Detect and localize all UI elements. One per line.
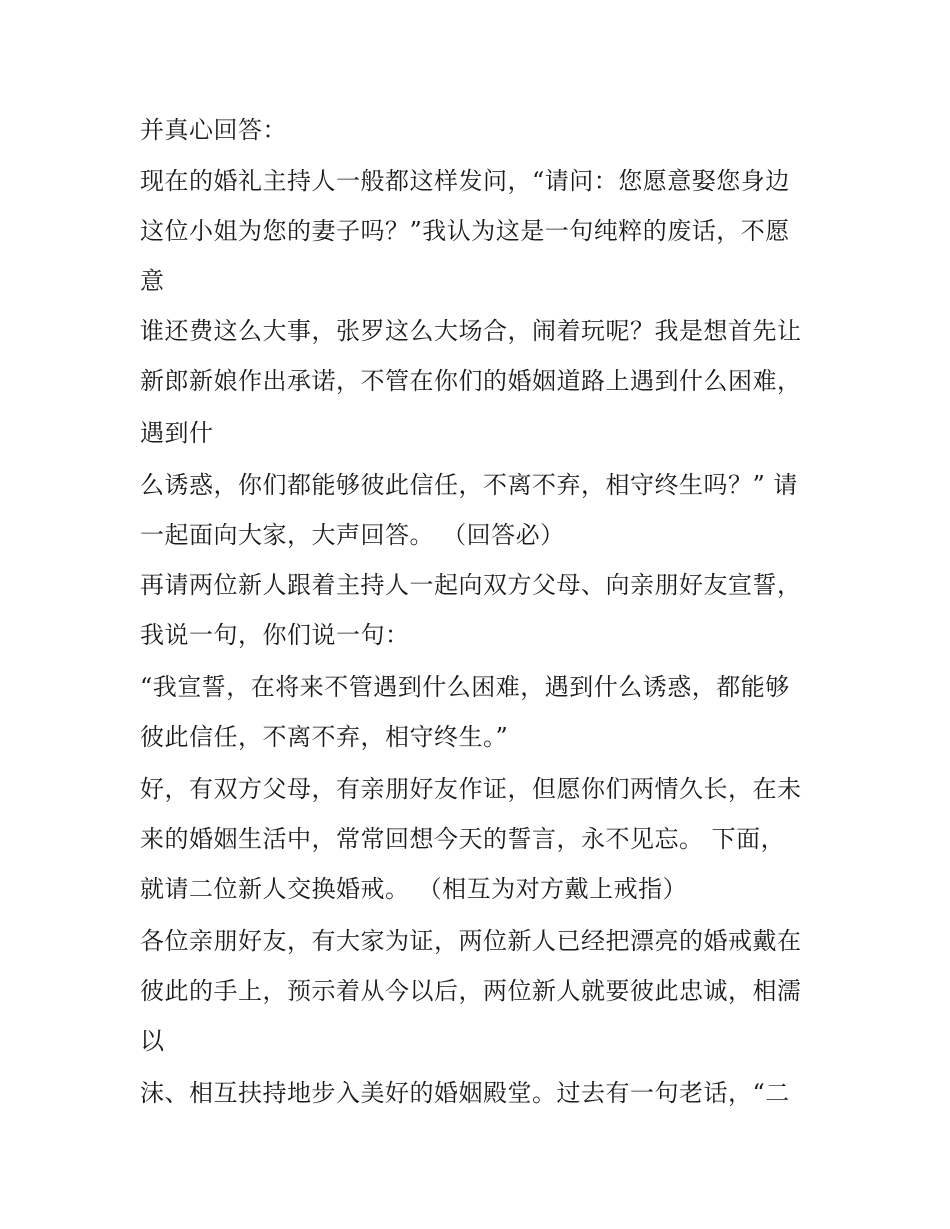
text-line: 谁还费这么大事，张罗这么大场合，闹着玩呢？我是想首先让	[140, 317, 802, 345]
text-line: 现在的婚礼主持人一般都这样发问，“请问：您愿意娶您身边	[140, 167, 790, 195]
text-line: 彼此信任，不离不弃，相守终生。”	[140, 723, 509, 751]
text-line: 这位小姐为您的妻子吗？”我认为这是一句纯粹的废话，不愿	[140, 217, 790, 245]
text-line: 我说一句，你们说一句：	[140, 621, 410, 649]
text-line: 新郎新娘作出承诺，不管在你们的婚姻道路上遇到什么困难，	[140, 367, 802, 395]
text-line: 沫、相互扶持地步入美好的婚姻殿堂。过去有一句老话，“二	[140, 1079, 790, 1107]
text-line: 遇到什	[140, 419, 214, 447]
text-line: “我宣誓，在将来不管遇到什么困难，遇到什么诱惑，都能够	[140, 673, 790, 701]
text-line: 一起面向大家，大声回答。 （回答必）	[140, 521, 565, 549]
text-line: 么诱惑，你们都能够彼此信任，不离不弃，相守终生吗？” 请	[140, 471, 798, 499]
text-line: 各位亲朋好友，有大家为证，两位新人已经把漂亮的婚戒戴在	[140, 927, 802, 955]
text-line: 并真心回答：	[140, 116, 287, 144]
text-line: 再请两位新人跟着主持人一起向双方父母、向亲朋好友宣誓，	[140, 571, 802, 599]
text-line: 以	[140, 1027, 165, 1055]
text-line: 彼此的手上，预示着从今以后，两位新人就要彼此忠诚，相濡	[140, 977, 802, 1005]
text-line: 就请二位新人交换婚戒。 （相互为对方戴上戒指）	[140, 875, 688, 903]
text-line: 意	[140, 267, 165, 295]
text-line: 好，有双方父母，有亲朋好友作证，但愿你们两情久长，在未	[140, 775, 802, 803]
text-line: 来的婚姻生活中，常常回想今天的誓言，永不见忘。 下面，	[140, 825, 786, 853]
